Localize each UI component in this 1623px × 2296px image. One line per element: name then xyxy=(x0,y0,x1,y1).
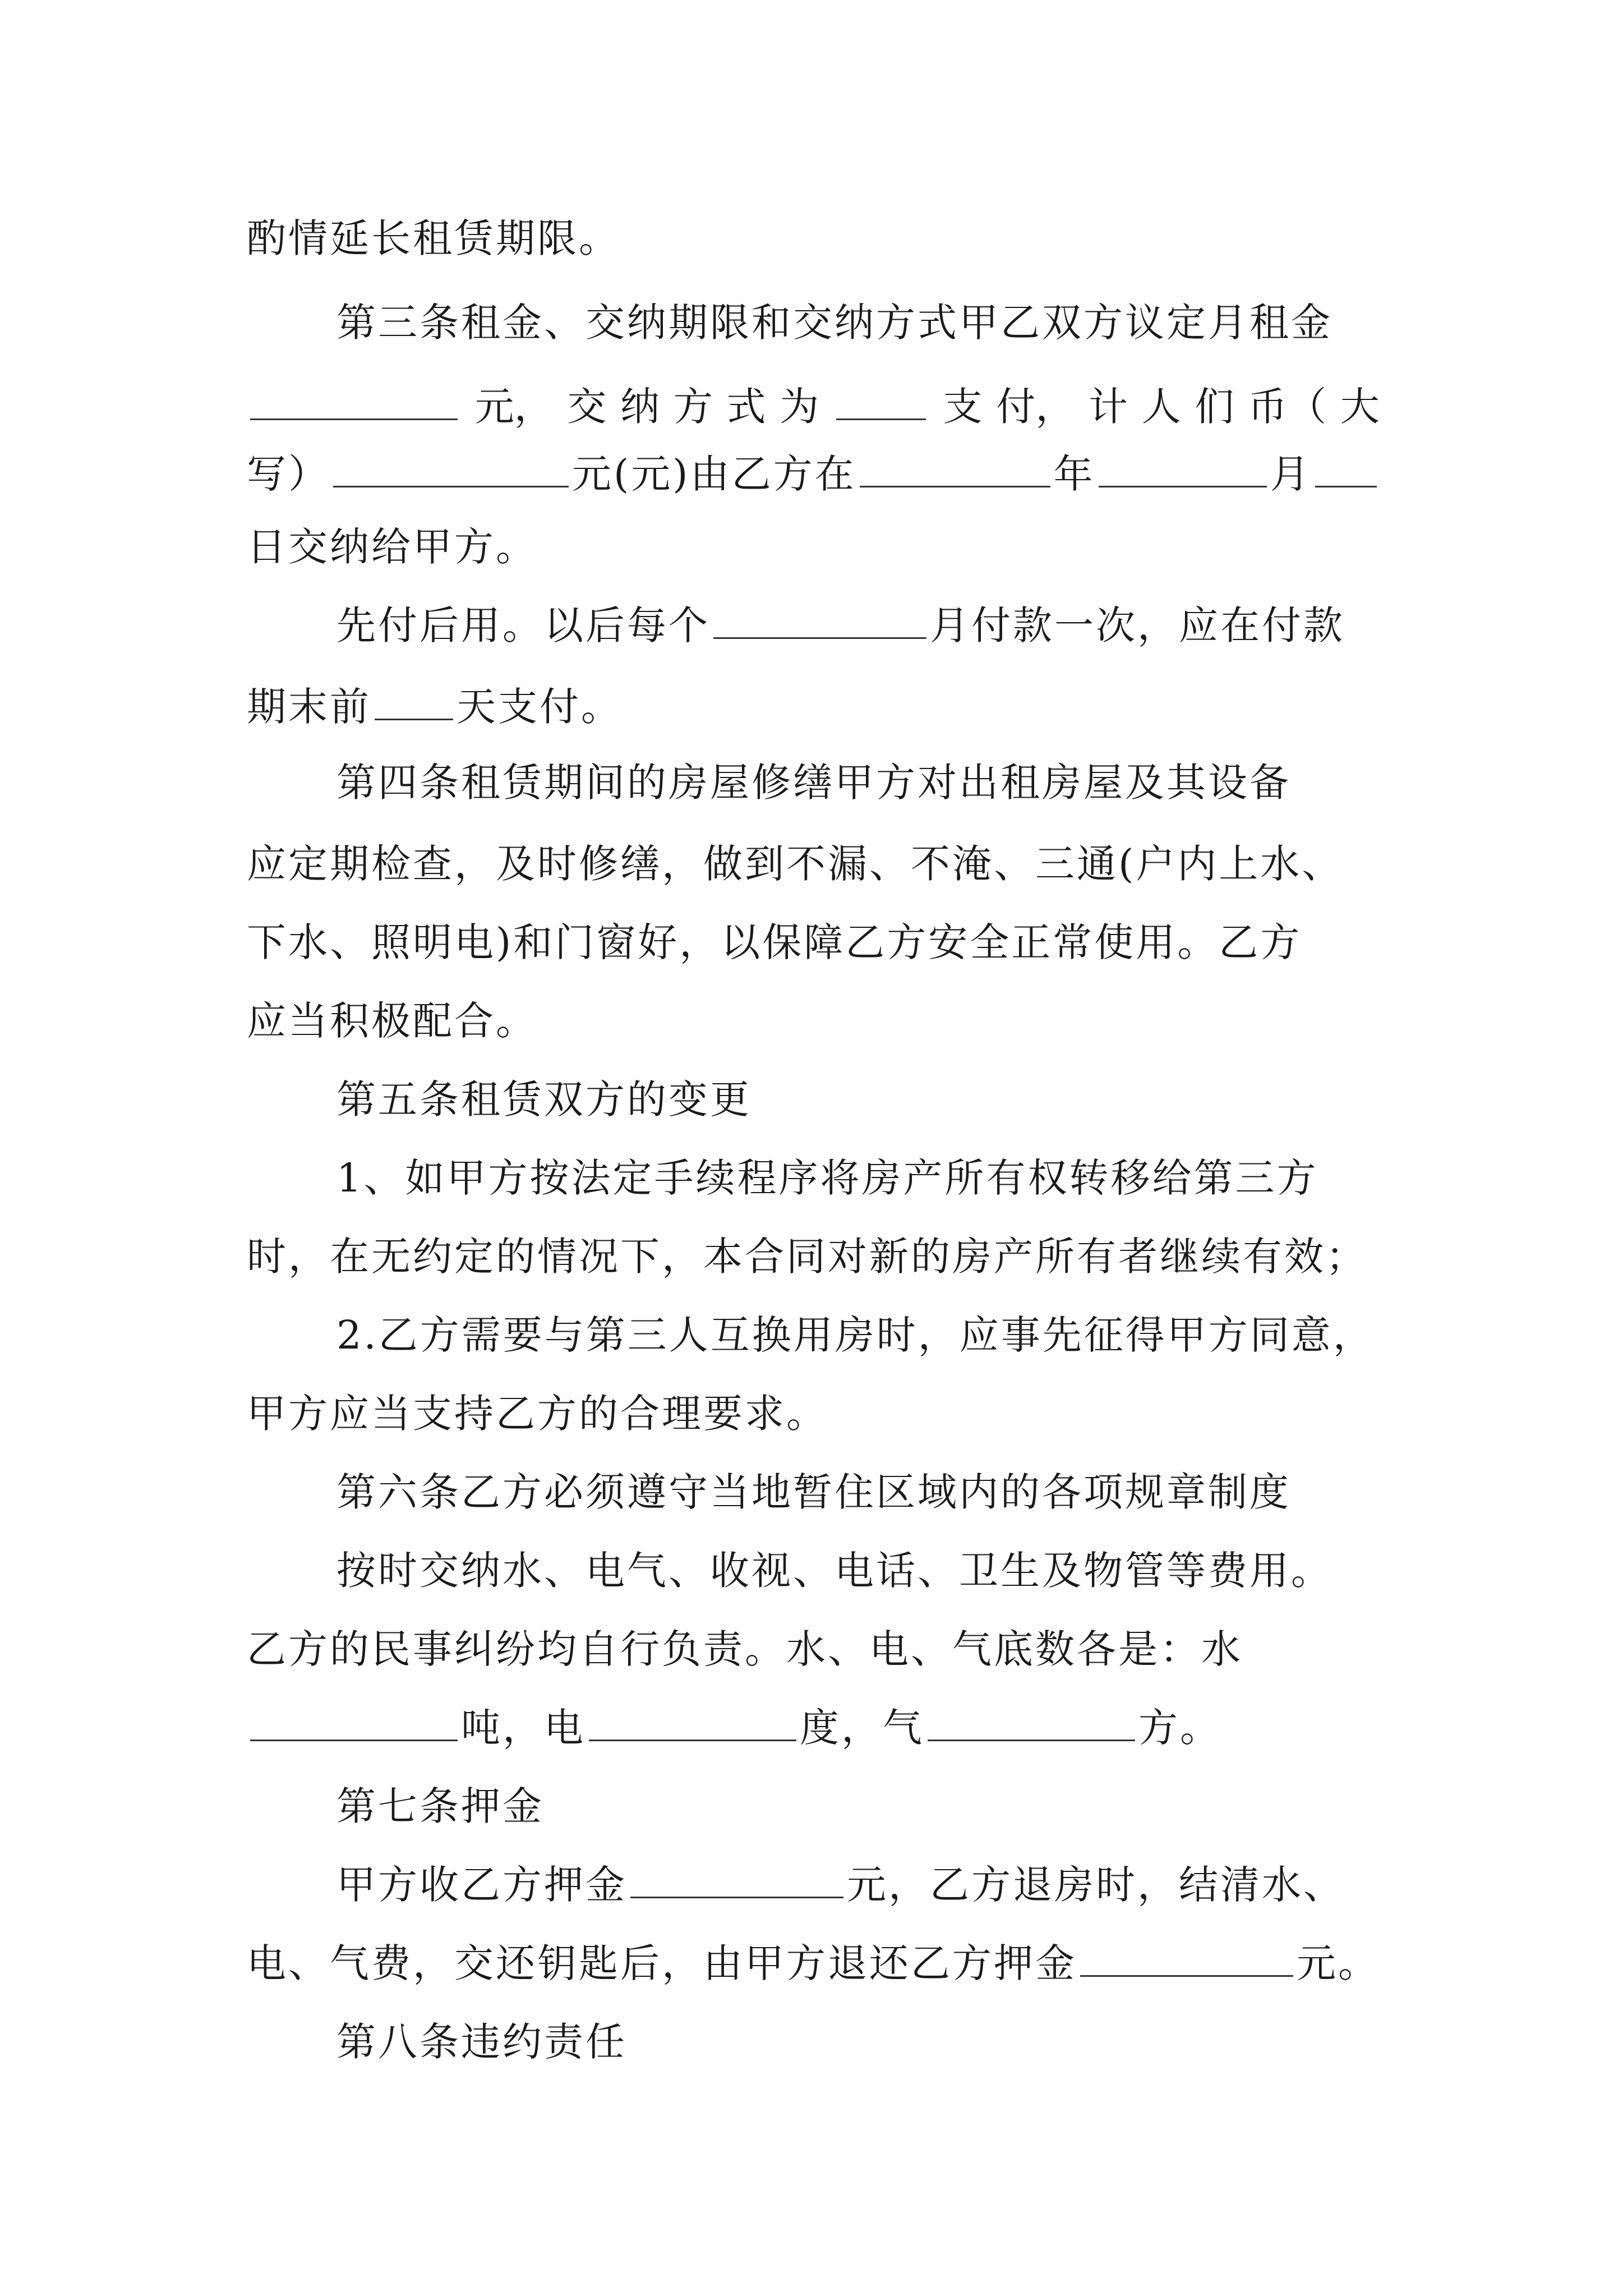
text-segment: 天支付。 xyxy=(457,684,623,730)
text-line-7 xyxy=(247,682,1380,732)
text-line-6 xyxy=(336,600,1469,651)
text-segment: 第八条违约责任 xyxy=(336,2019,627,2065)
text-segment: 计 xyxy=(1089,384,1128,430)
clause-8-heading xyxy=(336,2017,1469,2067)
text-segment: 第五条租赁双方的变更 xyxy=(336,1076,751,1122)
text-segment: 期末前 xyxy=(247,684,371,730)
fill-in-blank[interactable] xyxy=(250,381,458,420)
text-segment: 付， xyxy=(996,384,1075,430)
text-segment: 支 xyxy=(943,384,983,430)
text-segment: 1、如甲方按法定手续程序将房产所有权转移给第三方 xyxy=(336,1155,1318,1201)
text-segment: 们 xyxy=(1195,384,1234,430)
text-segment: 纳 xyxy=(620,384,660,430)
text-segment: 元(元)由乙方在 xyxy=(572,451,856,497)
text-line-1 xyxy=(247,213,1380,264)
text-segment: 写） xyxy=(247,451,330,497)
text-segment: 乙方的民事纠纷均自行负责。水、电、气底数各是：水 xyxy=(247,1626,1243,1672)
clause-4-heading xyxy=(336,757,1469,808)
text-segment: 年 xyxy=(1053,451,1095,497)
text-line-18 xyxy=(336,1545,1469,1596)
text-segment: 度，气 xyxy=(800,1705,924,1751)
fill-in-blank[interactable] xyxy=(375,682,453,720)
text-line-11 xyxy=(247,996,1380,1046)
text-segment: 2.乙方需要与第三人互换用房时，应事先征得甲方同意， xyxy=(336,1312,1375,1358)
text-segment: 元。 xyxy=(1297,1940,1380,1986)
fill-in-blank[interactable] xyxy=(630,1860,843,1898)
text-line-22 xyxy=(336,1860,1469,1910)
fill-in-blank[interactable] xyxy=(250,1703,458,1741)
text-segment: 币（ xyxy=(1248,384,1327,430)
text-line-15 xyxy=(336,1310,1469,1360)
text-segment: 式 xyxy=(726,384,766,430)
text-segment: 第四条租赁期间的房屋修缮甲方对出租房屋及其设备 xyxy=(336,760,1291,806)
text-segment: 甲方收乙方押金 xyxy=(336,1862,627,1908)
clause-6-heading xyxy=(336,1467,1469,1517)
text-segment: 人 xyxy=(1141,384,1181,430)
text-line-16 xyxy=(247,1388,1380,1439)
text-line-3 xyxy=(247,381,1380,432)
text-line-4 xyxy=(247,449,1380,499)
text-segment: 吨，电 xyxy=(461,1705,585,1751)
text-line-9 xyxy=(247,839,1380,889)
text-segment: 第三条租金、交纳期限和交纳方式甲乙双方议定月租金 xyxy=(336,300,1332,346)
text-line-5 xyxy=(247,522,1380,572)
text-segment: 月 xyxy=(1270,451,1312,497)
fill-in-blank[interactable] xyxy=(589,1703,796,1741)
text-line-23 xyxy=(247,1938,1380,1989)
text-segment: 应定期检查，及时修缮，做到不漏、不淹、三通(户内上水、 xyxy=(247,841,1344,887)
fill-in-blank[interactable] xyxy=(928,1703,1135,1741)
text-segment: 第六条乙方必须遵守当地暂住区域内的各项规章制度 xyxy=(336,1469,1291,1515)
fill-in-blank[interactable] xyxy=(860,449,1050,487)
text-segment: 应当积极配合。 xyxy=(247,998,537,1044)
text-segment: 元， xyxy=(474,384,554,430)
text-segment: 时，在无约定的情况下，本合同对新的房产所有者继续有效； xyxy=(247,1234,1367,1280)
clause-5-heading xyxy=(336,1074,1469,1125)
text-line-14 xyxy=(247,1231,1380,1282)
text-line-13 xyxy=(336,1153,1469,1203)
text-segment: 酌情延长租赁期限。 xyxy=(247,215,620,261)
text-line-10 xyxy=(247,917,1380,968)
fill-in-blank[interactable] xyxy=(1099,449,1267,487)
text-segment: 日交纳给甲方。 xyxy=(247,524,537,570)
text-segment: 元，乙方退房时，结清水、 xyxy=(847,1862,1345,1908)
text-segment: 大 xyxy=(1340,384,1380,430)
fill-in-blank[interactable] xyxy=(1315,449,1377,487)
text-segment: 甲方应当支持乙方的合理要求。 xyxy=(247,1391,828,1437)
text-segment: 交 xyxy=(567,384,607,430)
text-segment: 为 xyxy=(780,384,819,430)
fill-in-blank[interactable] xyxy=(836,381,926,420)
text-segment: 先付后用。以后每个 xyxy=(336,602,710,648)
text-segment: 月付款一次，应在付款 xyxy=(930,602,1345,648)
clause-7-heading xyxy=(336,1781,1469,1832)
text-segment: 下水、照明电)和门窗好，以保障乙方安全正常使用。乙方 xyxy=(247,919,1302,965)
fill-in-blank[interactable] xyxy=(713,600,926,639)
text-segment: 按时交纳水、电气、收视、电话、卫生及物管等费用。 xyxy=(336,1548,1332,1594)
fill-in-blank[interactable] xyxy=(333,449,569,487)
text-segment: 方。 xyxy=(1138,1705,1221,1751)
clause-3-heading xyxy=(336,297,1469,348)
text-segment: 电、气费，交还钥匙后，由甲方退还乙方押金 xyxy=(247,1940,1077,1986)
text-line-19 xyxy=(247,1624,1380,1674)
text-segment: 第七条押金 xyxy=(336,1783,544,1829)
text-segment: 方 xyxy=(673,384,713,430)
fill-in-blank[interactable] xyxy=(1080,1938,1293,1977)
text-line-20 xyxy=(247,1703,1380,1753)
